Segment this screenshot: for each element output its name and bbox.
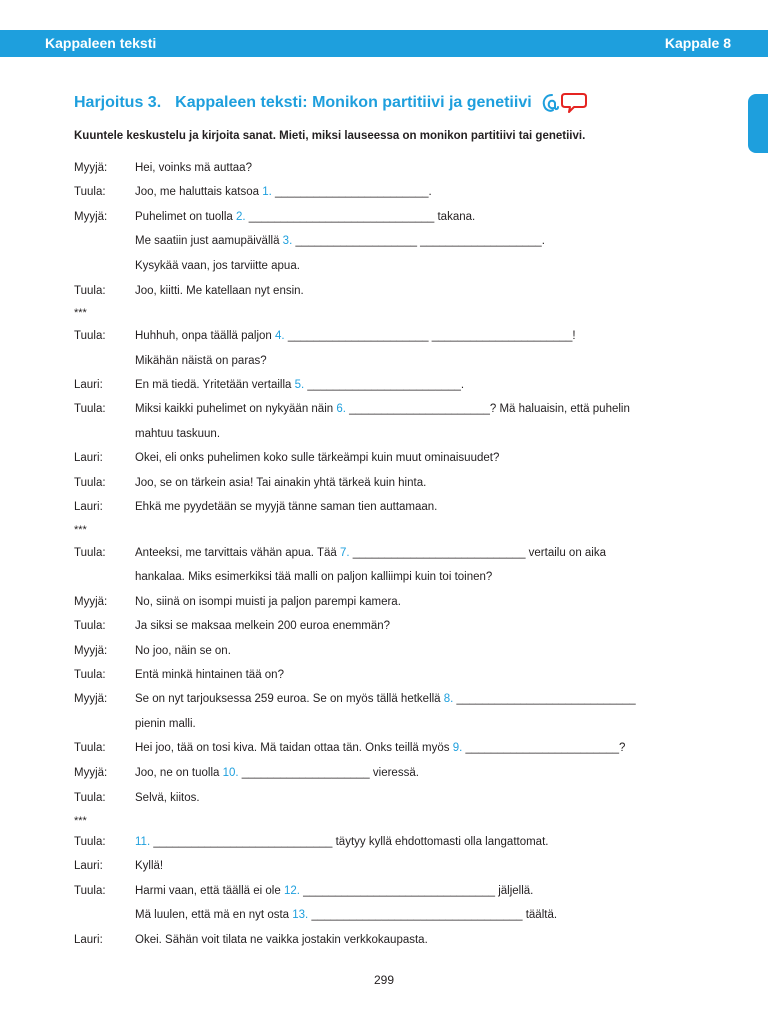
text-fragment: Kyllä!	[135, 860, 164, 872]
text-fragment: Miksi kaikki puhelimet on nykyään näin	[135, 403, 337, 415]
text-fragment: Mä luulen, että mä en nyt osta	[135, 909, 293, 921]
blank-number: 10.	[222, 767, 239, 779]
line-text	[135, 571, 492, 583]
line-text	[135, 767, 419, 779]
speaker-label: Tuula:	[74, 620, 106, 632]
text-fragment: Ja siksi se maksaa melkein 200 euroa enemmän?	[135, 620, 391, 632]
blank-number: 12.	[283, 885, 300, 897]
text-fragment: ____________________________ täytyy kyllä ehdottomasti olla langattomat.	[150, 836, 549, 848]
speaker-label: Myyjä:	[74, 693, 108, 705]
text-fragment: Joo, me haluttais katsoa	[135, 186, 263, 198]
scene-separator: ***	[74, 815, 87, 827]
line-text	[135, 285, 304, 297]
line-text	[135, 186, 432, 198]
text-fragment: Joo, ne on tuolla	[135, 767, 223, 779]
text-fragment: ________________________?	[462, 742, 626, 754]
text-fragment: Anteeksi, me tarvittais vähän apua. Tää	[135, 547, 340, 559]
speaker-label: Lauri:	[74, 501, 103, 513]
text-fragment: Hei joo, tää on tosi kiva. Mä taidan ottaa tän. Onks teillä myös	[135, 742, 453, 754]
exercise-instruction: Kuuntele keskustelu ja kirjoita sanat. Mieti, miksi lauseessa on monikon partitiivi tai genetiivi.	[74, 130, 586, 142]
speaker-label: Lauri:	[74, 379, 103, 391]
text-fragment: hankalaa. Miks esimerkiksi tää malli on paljon kalliimpi kuin toi toinen?	[135, 571, 493, 583]
text-fragment: En mä tiedä. Yritetään vertailla	[135, 379, 295, 391]
text-fragment: ________________________.	[304, 379, 465, 391]
text-fragment: Okei. Sähän voit tilata ne vaikka jostakin verkkokaupasta.	[135, 934, 428, 946]
text-fragment: ______________________________ jäljellä.	[299, 885, 534, 897]
blank-number: 9.	[452, 742, 463, 754]
blank-number: 11.	[135, 836, 151, 848]
speaker-label: Tuula:	[74, 885, 106, 897]
chapter-label: Kappale 8	[664, 35, 731, 51]
line-text	[135, 452, 499, 464]
speaker-label: Lauri:	[74, 934, 103, 946]
line-text	[135, 792, 200, 804]
line-text	[135, 211, 475, 223]
speech-bubble-icon	[560, 91, 588, 115]
line-text	[135, 718, 196, 730]
blank-number: 1.	[262, 186, 272, 198]
speaker-label: Myyjä:	[74, 596, 108, 608]
line-text	[135, 693, 636, 705]
blank-number: 5.	[294, 379, 305, 391]
text-fragment: _________________________________ täältä.	[308, 909, 558, 921]
line-text	[135, 330, 576, 342]
text-fragment: Se on nyt tarjouksessa 259 euroa. Se on myös tällä hetkellä	[135, 693, 444, 705]
speaker-label: Tuula:	[74, 792, 106, 804]
line-text	[135, 934, 428, 946]
blank-number: 3.	[282, 235, 293, 247]
text-fragment: ___________________ ___________________.	[292, 235, 545, 247]
line-text	[135, 547, 606, 559]
speaker-label: Tuula:	[74, 330, 106, 342]
line-text	[135, 162, 252, 174]
text-fragment: No, siinä on isompi muisti ja paljon parempi kamera.	[135, 596, 401, 608]
blank-number: 8.	[443, 693, 454, 705]
blank-number: 13.	[292, 909, 309, 921]
scene-separator: ***	[74, 524, 87, 536]
text-fragment: Ehkä me pyydetään se myyjä tänne saman tien auttamaan.	[135, 501, 438, 513]
text-fragment: Huhhuh, onpa täällä paljon	[135, 330, 276, 342]
text-fragment: ____________________ vieressä.	[238, 767, 419, 779]
speaker-label: Myyjä:	[74, 767, 108, 779]
text-fragment: Mikähän näistä on paras?	[135, 355, 267, 367]
line-text	[135, 235, 545, 247]
text-fragment: Puhelimet on tuolla	[135, 211, 237, 223]
text-fragment: ______________________? Mä haluaisin, että puhelin	[345, 403, 630, 415]
text-fragment: Entä minkä hintainen tää on?	[135, 669, 284, 681]
line-text	[135, 645, 231, 657]
line-text	[135, 379, 464, 391]
text-fragment: Harmi vaan, että täällä ei ole	[135, 885, 284, 897]
blank-number: 6.	[336, 403, 346, 415]
text-fragment: _____________________________ takana.	[245, 211, 476, 223]
line-text	[135, 596, 401, 608]
line-text	[135, 836, 548, 848]
line-text	[135, 428, 220, 440]
text-fragment: ___________________________ vertailu on aika	[349, 547, 607, 559]
speaker-label: Myyjä:	[74, 211, 108, 223]
line-text	[135, 742, 625, 754]
text-fragment: mahtuu taskuun.	[135, 428, 221, 440]
speaker-label: Tuula:	[74, 285, 106, 297]
speaker-label: Lauri:	[74, 860, 103, 872]
text-fragment: Kysykää vaan, jos tarviitte apua.	[135, 260, 300, 272]
line-text	[135, 860, 163, 872]
speaker-label: Tuula:	[74, 742, 106, 754]
line-text	[135, 355, 267, 367]
line-text	[135, 909, 557, 921]
text-fragment: Me saatiin just aamupäivällä	[135, 235, 283, 247]
line-text	[135, 501, 437, 513]
exercise-title	[74, 91, 588, 115]
line-text	[135, 260, 300, 272]
text-fragment: Okei, eli onks puhelimen koko sulle tärkeämpi kuin muut ominaisuudet?	[135, 452, 500, 464]
page-number: 299	[373, 973, 395, 987]
header-bar	[0, 30, 768, 57]
text-fragment: Selvä, kiitos.	[135, 792, 200, 804]
speaker-label: Tuula:	[74, 186, 106, 198]
exercise-icons	[540, 91, 588, 115]
side-tab	[748, 94, 768, 153]
blank-number: 4.	[275, 330, 285, 342]
speaker-label: Tuula:	[74, 547, 106, 559]
text-fragment: pienin malli.	[135, 718, 196, 730]
text-fragment: Joo, kiitti. Me katellaan nyt ensin.	[135, 285, 304, 297]
scene-separator: ***	[74, 307, 87, 319]
speaker-label: Tuula:	[74, 669, 106, 681]
text-fragment: Hei, voinks mä auttaa?	[135, 162, 252, 174]
section-title: Kappaleen teksti	[45, 35, 157, 51]
text-fragment: Joo, se on tärkein asia! Tai ainakin yhtä tärkeä kuin hinta.	[135, 477, 427, 489]
speaker-label: Lauri:	[74, 452, 103, 464]
exercise-heading: Kappaleen teksti: Monikon partitiivi ja genetiivi	[175, 94, 532, 111]
speaker-label: Tuula:	[74, 403, 106, 415]
line-text	[135, 885, 533, 897]
text-fragment: ________________________.	[271, 186, 432, 198]
text-fragment: No joo, näin se on.	[135, 645, 231, 657]
speaker-label: Myyjä:	[74, 645, 108, 657]
exercise-number: Harjoitus 3.	[74, 94, 162, 111]
line-text	[135, 669, 284, 681]
speaker-label: Tuula:	[74, 477, 106, 489]
speaker-label: Tuula:	[74, 836, 106, 848]
text-fragment: ______________________ ______________________!	[284, 330, 576, 342]
text-fragment: ____________________________	[453, 693, 636, 705]
speaker-label: Myyjä:	[74, 162, 108, 174]
listen-icon	[540, 91, 560, 115]
blank-number: 2.	[236, 211, 246, 223]
line-text	[135, 403, 630, 415]
line-text	[135, 477, 426, 489]
blank-number: 7.	[339, 547, 350, 559]
line-text	[135, 620, 390, 632]
